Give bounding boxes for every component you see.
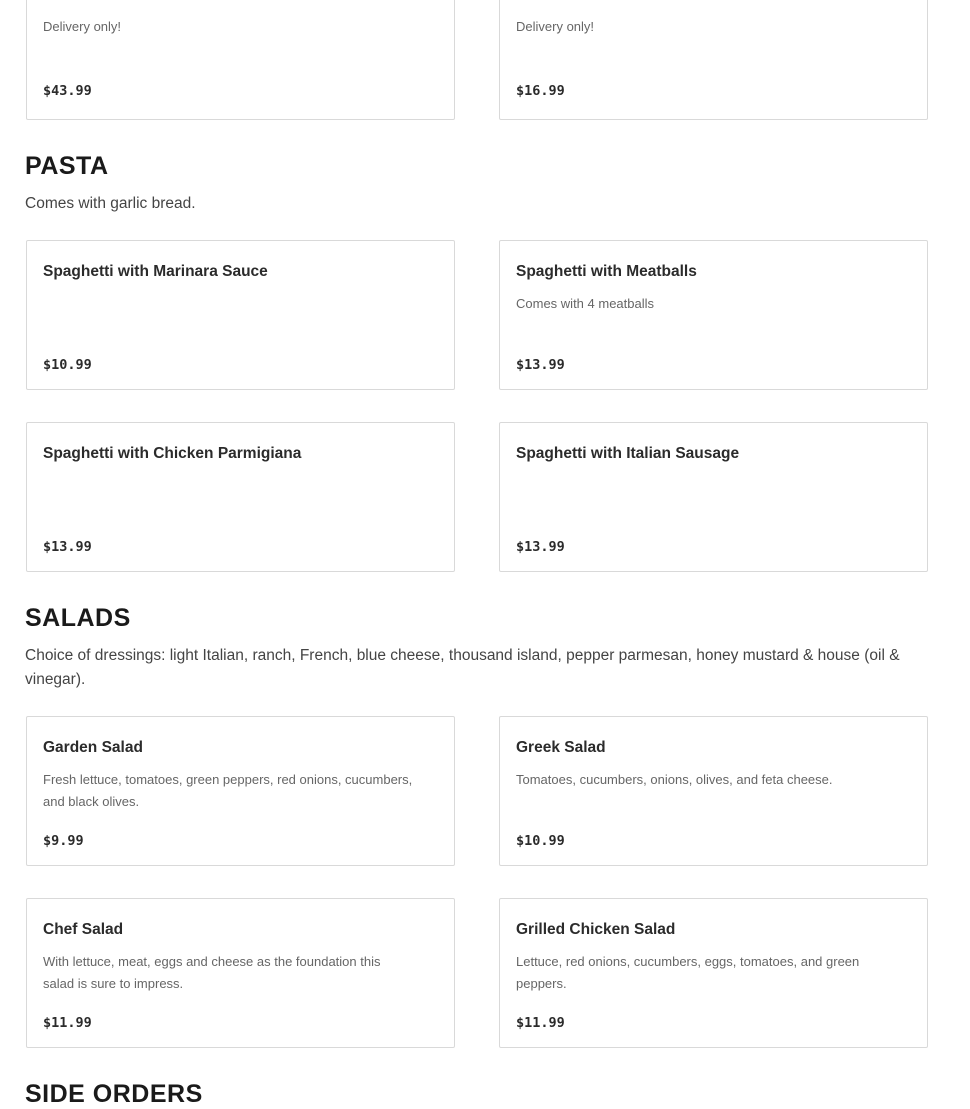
menu-item-card[interactable] (26, 898, 455, 1048)
menu-item-price: $11.99 (516, 1015, 565, 1031)
section-description-pasta: Comes with garlic bread. (25, 195, 196, 212)
menu-item-price: $13.99 (43, 539, 92, 555)
menu-item-description: Comes with 4 meatballs (516, 296, 654, 311)
section-title-pasta: PASTA (25, 152, 109, 180)
menu-item-name: Spaghetti with Marinara Sauce (43, 263, 268, 280)
menu-item-card[interactable] (499, 422, 928, 572)
menu-item-description: Delivery only! (516, 19, 595, 34)
menu-item-card[interactable] (499, 240, 928, 390)
menu-item-name: Spaghetti with Meatballs (516, 263, 697, 280)
menu-item-card[interactable] (499, 716, 928, 866)
menu-item-price: $11.99 (43, 1015, 92, 1031)
menu-item-price: $16.99 (516, 83, 565, 99)
menu-item-card[interactable] (26, 0, 455, 120)
section-description-salads: Choice of dressings: light Italian, ranch, French, blue cheese, thousand island, pepper parmesan, honey mustard & house (oil & vinegar). (25, 647, 900, 688)
menu-item-price: $13.99 (516, 357, 565, 373)
menu-item-card[interactable] (26, 240, 455, 390)
section-title-side-orders: SIDE ORDERS (25, 1080, 203, 1108)
menu-item-card[interactable] (499, 0, 928, 120)
menu-item-description: Lettuce, red onions, cucumbers, eggs, tomatoes, and green peppers. (516, 954, 860, 991)
menu-item-name: Chef Salad (43, 921, 124, 938)
menu-item-name: Spaghetti with Chicken Parmigiana (43, 445, 302, 462)
menu-item-description: Delivery only! (43, 19, 122, 34)
menu-item-description: With lettuce, meat, eggs and cheese as the foundation this salad is sure to impress. (43, 954, 381, 991)
section-title-salads: SALADS (25, 604, 131, 632)
menu-item-card[interactable] (499, 898, 928, 1048)
menu-item-description: Tomatoes, cucumbers, onions, olives, and feta cheese. (516, 772, 833, 787)
menu-item-card[interactable] (26, 716, 455, 866)
menu-item-name: Garden Salad (43, 739, 143, 756)
menu-item-card[interactable] (26, 422, 455, 572)
menu-item-price: $10.99 (43, 357, 92, 373)
menu-item-name: Greek Salad (516, 739, 606, 756)
menu-item-name: Grilled Chicken Salad (516, 921, 676, 938)
menu-item-price: $9.99 (43, 833, 84, 849)
menu-item-price: $10.99 (516, 833, 565, 849)
menu-item-description: Fresh lettuce, tomatoes, green peppers, red onions, cucumbers, and black olives. (43, 772, 413, 809)
menu-item-name: Spaghetti with Italian Sausage (516, 445, 740, 462)
menu-item-price: $43.99 (43, 83, 92, 99)
menu-item-price: $13.99 (516, 539, 565, 555)
